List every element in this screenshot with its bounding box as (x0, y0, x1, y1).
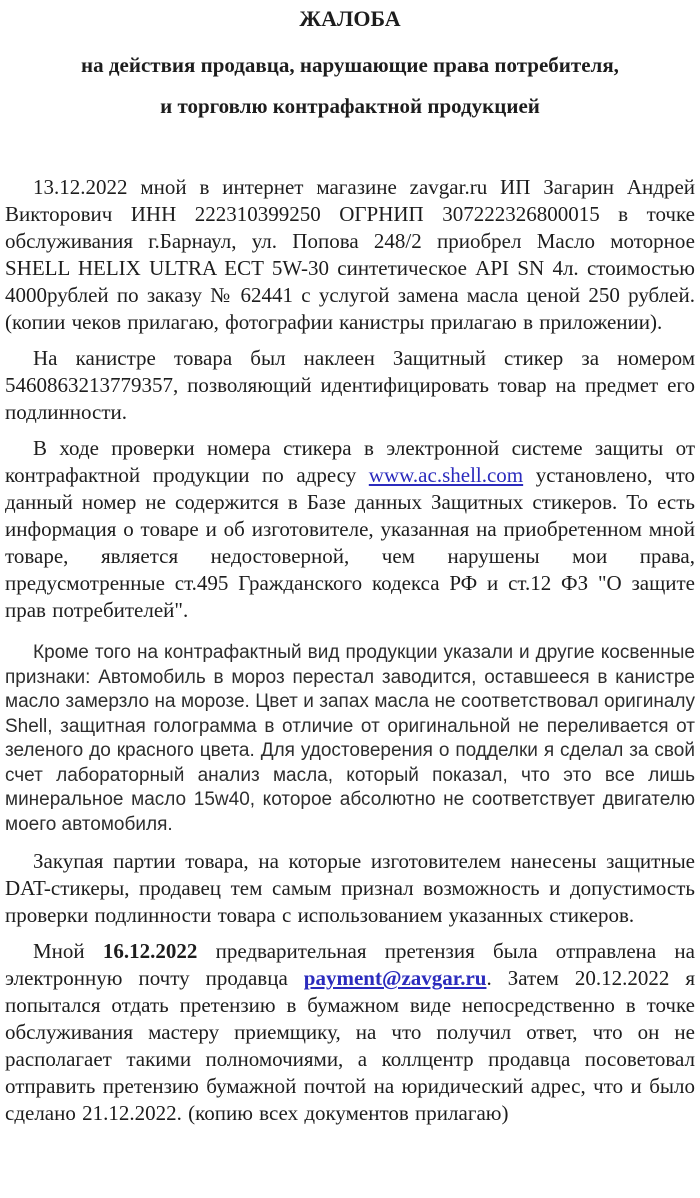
paragraph-claim-history (5, 938, 695, 1127)
page-title: ЖАЛОБА (299, 6, 401, 31)
text-run: установлено, что данный номер не содержится в Базе данных Защитных стикеров. То есть информация о товаре и об изготовителе, указанная на приобретенном мной товаре, является недостоверной, чем нарушены мои права, предусмотренные ст.495 Гражданского кодекса РФ и ст.12 ФЗ "О защите прав потребителей". (5, 463, 695, 622)
paragraph-verification-result (5, 435, 695, 624)
text-run: . Затем 20.12.2022 я попытался отдать претензию в бумажном виде непосредственно в точке обслуживания мастеру приемщику, на что получил ответ, что он не располагает такими полномочиями, а коллцентр продавца посоветовал отправить претензию бумажной почтой на юридический адрес, что и было сделано 21.12.2022. (копию всех документов прилагаю) (5, 966, 695, 1125)
paragraph-protective-sticker: На канистре товара был наклеен Защитный стикер за номером 5460863213779357, позволяющий идентифицировать товар на предмет его подлинности. (5, 346, 695, 424)
paragraph-counterfeit-signs: Кроме того на контрафактный вид продукции указали и другие косвенные признаки: Автомобиль в мороз перестал заводится, оставшееся в канистре масло замерзло на морозе. Цвет и запах масла не соответствовал оригиналу Shell, защитная голограмма в отличие от оригинальной не переливается от зеленого до красного цвета. Для удостоверения о подделки я сделал за свой счет лабораторный анализ масла, который показал, что это все лишь минеральное масло 15w40, которое абсолютно не соответствует двигателю моего автомобиля. (5, 642, 695, 835)
subtitle-line-2: и торговлю контрафактной продукцией (160, 94, 540, 118)
text-run: В ходе проверки номера стикера в электронной системе защиты от контрафактной продукции по адресу (5, 436, 695, 487)
text-run: Мной (33, 939, 103, 963)
bold-claim-date: 16.12.2022 (102, 939, 198, 963)
subtitle-line-1: на действия продавца, нарушающие права потребителя, (81, 53, 619, 77)
seller-email-link[interactable]: payment@zavgar.ru (303, 966, 487, 990)
shell-verification-link[interactable]: www.ac.shell.com (368, 463, 524, 487)
text-run: предварительная претензия была отправлена на электронную почту продавца (5, 939, 695, 990)
paragraph-dat-stickers: Закупая партии товара, на которые изготовителем нанесены защитные DAT-стикеры, продавец тем самым признал возможность и допустимость проверки подлинности товара с использованием указанных стикеров. (5, 849, 695, 927)
paragraph-purchase-details: 13.12.2022 мной в интернет магазине zavgar.ru ИП Загарин Андрей Викторович ИНН 222310399250 ОГРНИП 307222326800015 в точке обслуживания г.Барнаул, ул. Попова 248/2 приобрел Масло моторное SHELL HELIX ULTRA ECT 5W-30 синтетическое API SN 4л. стоимостью 4000рублей по заказу № 62441 с услугой замена масла ценой 250 рублей. (копии чеков прилагаю, фотографии канистры прилагаю в приложении). (5, 175, 695, 334)
